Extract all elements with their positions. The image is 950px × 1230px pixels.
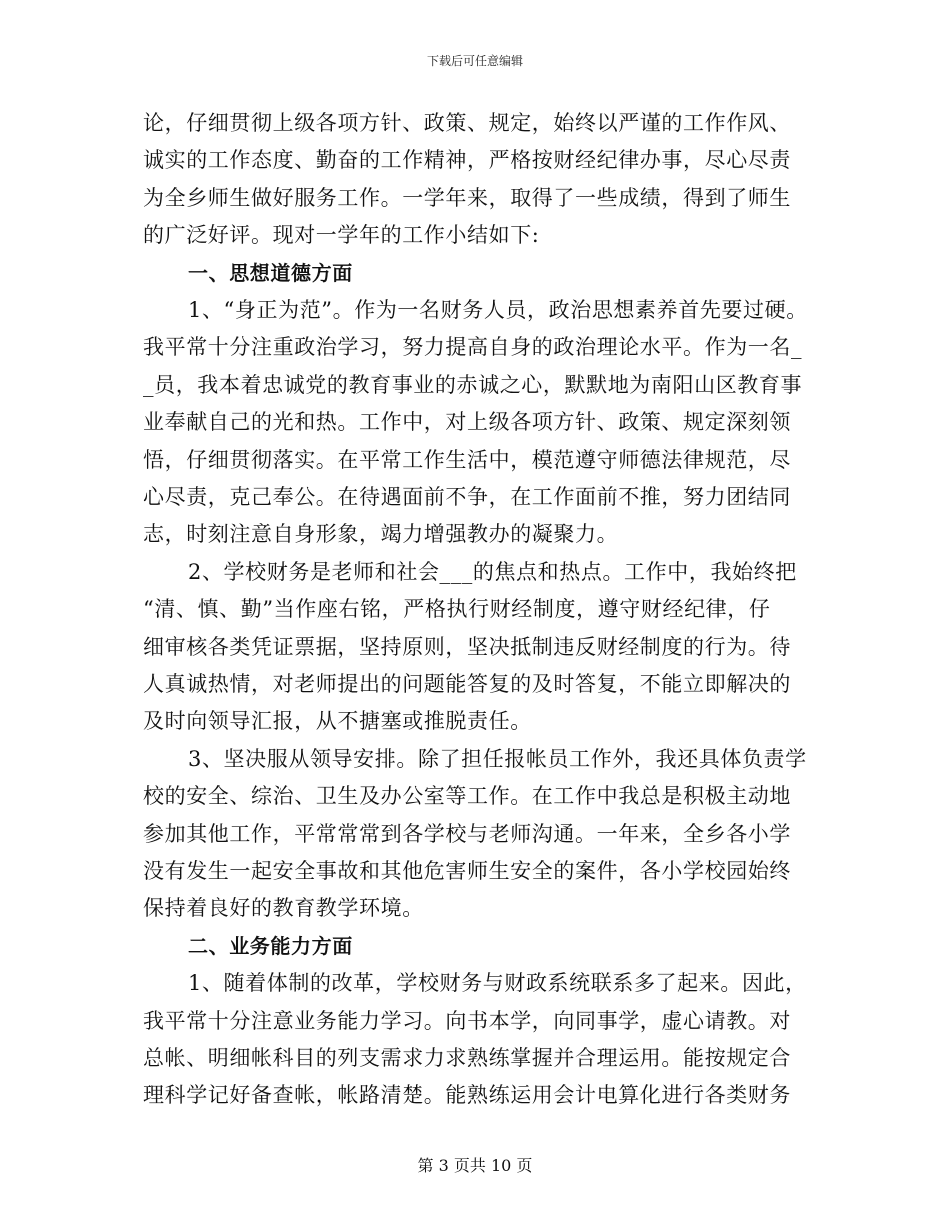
text-line: 理科学记好备查帐，帐路清楚。能熟练运用会计电算化进行各类财务 — [143, 1083, 791, 1108]
text-line: 2、学校财务是老师和社会___的焦点和热点。工作中，我始终把 — [188, 559, 797, 584]
text-line: 及时向领导汇报，从不搪塞或推脱责任。 — [143, 709, 532, 734]
page-footer: 第 3 页共 10 页 — [417, 1156, 533, 1175]
text-line: 3、坚决服从领导安排。除了担任报帐员工作外，我还具体负责学 — [188, 746, 807, 771]
section-heading: 一、思想道德方面 — [188, 260, 353, 285]
text-line: 诚实的工作态度、勤奋的工作精神，严格按财经纪律办事，尽心尽责 — [143, 148, 791, 173]
text-line: 1、“身正为范”。作为一名财务人员，政治思想素养首先要过硬。 — [188, 298, 808, 322]
text-line: 志，时刻注意自身形象，竭力增强教办的凝聚力。 — [143, 522, 619, 547]
text-line: 校的安全、综治、卫生及办公室等工作。在工作中我总是积极主动地 — [143, 784, 791, 809]
text-line: 人真诚热情，对老师提出的问题能答复的及时答复，不能立即解决的 — [143, 672, 791, 696]
text-line: 业奉献自己的光和热。工作中，对上级各项方针、政策、规定深刻领 — [143, 410, 791, 435]
section-heading: 二、业务能力方面 — [188, 933, 353, 958]
text-line: “清、慎、勤”当作座右铭，严格执行财经制度，遵守财经纪律，仔 — [143, 597, 771, 622]
text-line: 总帐、明细帐科目的列支需求力求熟练掌握并合理运用。能按规定合 — [143, 1046, 791, 1070]
text-line: 为全乡师生做好服务工作。一学年来，取得了一些成绩，得到了师生 — [143, 185, 791, 210]
text-line: 我平常十分注意业务能力学习。向书本学，向同事学，虚心请教。对 — [143, 1008, 791, 1033]
text-line: _员，我本着忠诚党的教育事业的赤诚之心，默默地为南阳山区教育事 — [143, 372, 803, 397]
text-line: 没有发生一起安全事故和其他危害师生安全的案件，各小学校园始终 — [143, 859, 791, 883]
text-line: 的广泛好评。现对一学年的工作小结如下: — [143, 223, 540, 248]
text-line: 参加其他工作，平常常常到各学校与老师沟通。一年来，全乡各小学 — [143, 821, 791, 846]
text-line: 悟，仔细贯彻落实。在平常工作生活中，模范遵守师德法律规范，尽 — [143, 447, 791, 472]
text-line: 论，仔细贯彻上级各项方针、政策、规定，始终以严谨的工作作风、 — [143, 111, 791, 135]
text-line: 保持着良好的教育教学环境。 — [143, 896, 424, 921]
text-line: 心尽责，克己奉公。在待遇面前不争，在工作面前不推，努力团结同 — [143, 485, 791, 509]
page-header: 下载后可任意编辑 — [426, 54, 523, 68]
text-line: 1、随着体制的改革，学校财务与财政系统联系多了起来。因此， — [188, 971, 807, 996]
text-line: 细审核各类凭证票据，坚持原则，坚决抵制违反财经制度的行为。待 — [143, 634, 791, 659]
text-line: 我平常十分注重政治学习，努力提高自身的政治理论水平。作为一名_ — [143, 335, 803, 360]
